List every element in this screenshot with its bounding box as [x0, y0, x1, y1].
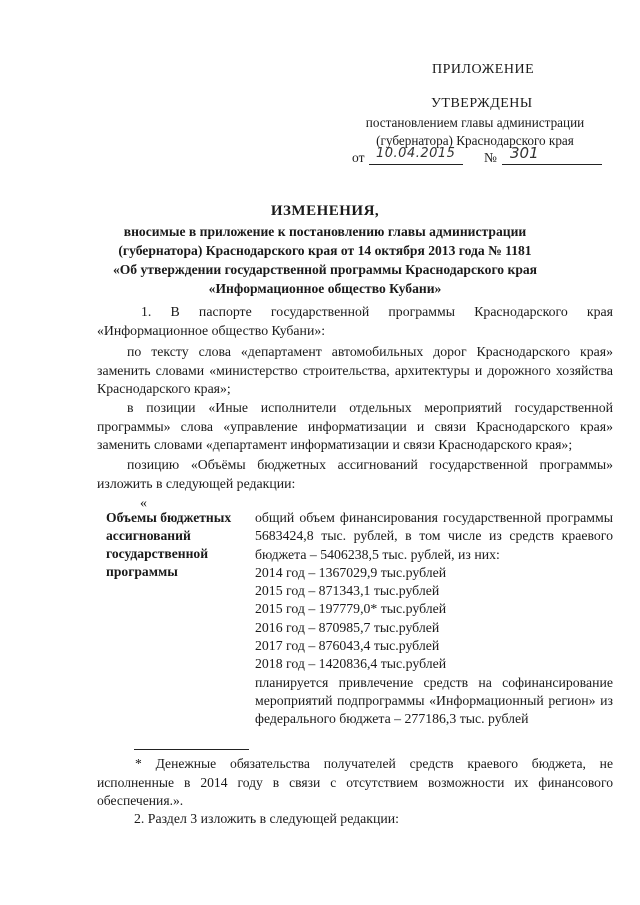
paragraph-1: 1. В паспорте государственной программы Краснодарского края «Информационное общество Кубани»: [97, 304, 613, 338]
year-row: 2015 год – 197779,0* тыс.рублей [255, 601, 447, 617]
title-line-1: вносимые в приложение к постановлению главы администрации [123, 224, 527, 239]
handwritten-number: 301 [510, 144, 539, 162]
date-underline [369, 164, 463, 165]
paragraph-4: позицию «Объёмы бюджетных ассигнований государственной программы» изложить в следующей редакции: [97, 457, 613, 491]
funding-intro: общий объем финансирования государственной программы 5683424,8 тыс. рублей, в том числе из средств краевого бюджета – 5406238,5 тыс. рублей, из них: [255, 510, 613, 562]
handwritten-date: 10.04.2015 [376, 146, 456, 161]
title-line-4: «Информационное общество Кубани» [208, 281, 442, 296]
year-row: 2015 год – 871343,1 тыс.рублей [255, 583, 440, 599]
approved-label: УТВЕРЖДЕНЫ [431, 96, 533, 111]
footnote: * Денежные обязательства получателей средств краевого бюджета, не исполненные в 2014 году в связи с отсутствием возможности их финансового обеспечения.». [97, 756, 613, 809]
opening-quote: « [140, 496, 147, 511]
table-left-label: Объемы бюджетных ассигнований государственной программы [106, 510, 232, 579]
title-main: ИЗМЕНЕНИЯ, [270, 203, 380, 219]
paragraph-2: по тексту слова «департамент автомобильных дорог Краснодарского края» заменить словами «министерство строительства, архитектуры и дорожного хозяйства Краснодарского края»; [97, 344, 613, 397]
title-line-3: «Об утверждении государственной программы Краснодарского края [112, 262, 538, 277]
year-row: 2017 год – 876043,4 тыс.рублей [255, 638, 440, 654]
date-prefix: от [352, 150, 365, 165]
approval-authority [340, 114, 610, 150]
year-row: 2018 год – 1420836,4 тыс.рублей [255, 656, 447, 672]
document-title [90, 200, 560, 298]
approval-line-2: (губернатора) Краснодарского края [376, 133, 574, 148]
date-number-line [352, 144, 612, 170]
title-line-2: (губернатора) Краснодарского края от 14 октября 2013 года № 1181 [118, 243, 532, 258]
approval-line-1: постановлением главы администрации [365, 115, 585, 130]
federal-funding-note: планируется привлечение средств на софинансирование мероприятий подпрограммы «Информационный регион» из федерального бюджета – 277186,3 тыс. рублей [255, 674, 613, 727]
appendix-label: ПРИЛОЖЕНИЕ [432, 62, 535, 77]
table-right-cell [255, 509, 613, 729]
footnote-rule [134, 749, 249, 750]
year-row: 2016 год – 870985,7 тыс.рублей [255, 619, 440, 635]
number-underline [502, 164, 602, 165]
paragraph-3: в позиции «Иные исполнители отдельных мероприятий государственной программы» слова «управление информатизации и связи Краснодарского края» заменить словами «департамент информатизации и связи Краснодарского края»; [97, 400, 613, 453]
section-2-heading: 2. Раздел 3 изложить в следующей редакции: [134, 811, 399, 826]
number-prefix: № [484, 150, 497, 165]
year-row: 2014 год – 1367029,9 тыс.рублей [255, 564, 447, 580]
